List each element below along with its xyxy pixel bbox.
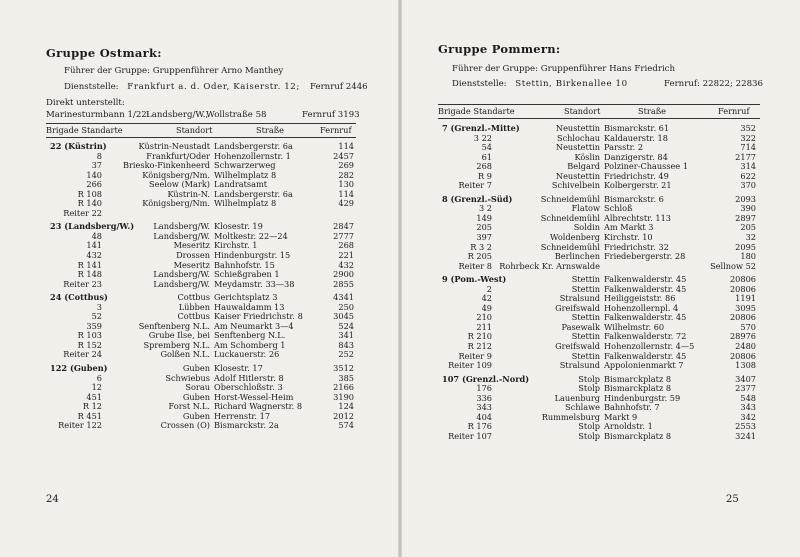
- cell-street: Bismarckstr. 2a: [214, 420, 279, 431]
- table-row: [438, 181, 760, 191]
- header-fernruf: Fernruf: [320, 125, 352, 135]
- cell-unit: 266: [86, 179, 102, 190]
- cell-street: Horst-Wessel-Heim: [214, 391, 294, 402]
- header-brigade: Brigade Standarte: [438, 106, 515, 116]
- cell-street: Falkenwalderstr. 45: [604, 283, 687, 294]
- cell-unit: 7 (Grenzl.-Mitte): [442, 123, 520, 133]
- cell-unit: 61: [481, 151, 492, 162]
- cell-place: Neustettin: [555, 142, 600, 153]
- cell-place: Küstrin-N.: [167, 188, 210, 199]
- cell-unit: 23 (Landsberg/W.): [50, 221, 135, 232]
- cell-unit: 42: [481, 293, 492, 304]
- cell-place: Flatow: [571, 203, 600, 214]
- office-line: [452, 79, 628, 89]
- cell-place: Stettin: [571, 350, 600, 361]
- cell-place: Köslin: [574, 151, 600, 162]
- cell-phone: 432: [338, 259, 354, 270]
- header-strasse: Straße: [256, 125, 285, 135]
- cell-phone: 341: [338, 330, 354, 341]
- cell-unit: 3: [96, 301, 102, 312]
- office-label: Dienststelle:: [64, 82, 119, 92]
- cell-phone: 4341: [333, 292, 354, 303]
- cell-place: Soldin: [573, 222, 600, 233]
- cell-unit: R 3 2: [470, 241, 492, 252]
- cell-place: Rummelsburg: [541, 411, 600, 422]
- cell-unit: R 152: [77, 339, 102, 350]
- cell-place: Stolp: [578, 430, 600, 441]
- right-page: [400, 0, 800, 557]
- cell-street: Markt 9: [604, 411, 638, 422]
- cell-unit: 49: [481, 302, 492, 313]
- cell-place: Sorau: [185, 382, 210, 393]
- cell-phone: 843: [338, 339, 354, 350]
- cell-phone: 205: [740, 222, 756, 233]
- cell-street: Falkenwalderstr. 45: [604, 312, 687, 323]
- cell-street: Kaiser Friedrichstr. 8: [214, 311, 303, 322]
- cell-unit: 397: [476, 232, 492, 243]
- cell-unit: R 205: [467, 251, 492, 262]
- cell-unit: Reiter 109: [448, 360, 492, 371]
- cell-unit: 343: [476, 402, 492, 413]
- cell-place: Stralsund: [559, 360, 600, 371]
- office-phone: Fernruf: 22822; 22836: [664, 79, 763, 89]
- cell-unit: 107 (Grenzl.-Nord): [442, 373, 530, 384]
- cell-place: Stettin: [571, 274, 600, 285]
- cell-phone: 124: [338, 401, 354, 412]
- cell-street: Bahnhofstr. 7: [604, 402, 660, 413]
- cell-phone: 548: [740, 392, 756, 403]
- cell-unit: R 212: [467, 341, 492, 352]
- cell-phone: 342: [740, 411, 756, 422]
- cell-phone: 352: [740, 123, 756, 133]
- cell-phone: 3095: [735, 302, 756, 313]
- cell-street: Hindenburgstr. 15: [214, 250, 291, 261]
- cell-phone: 2897: [735, 212, 756, 223]
- office-address: Stettin, Birkenallee 10: [515, 79, 628, 89]
- cell-street: Kolbergerstr. 21: [604, 180, 672, 191]
- cell-unit: 432: [86, 250, 102, 261]
- cell-place: Stolp: [578, 383, 600, 394]
- cell-place: Belgard: [567, 161, 600, 172]
- cell-street: Parsstr. 2: [604, 142, 644, 153]
- cell-street: Bismarckplatz 8: [604, 373, 672, 384]
- cell-street: Luckauerstr. 26: [214, 349, 280, 360]
- cell-street: Friedrichstr. 49: [604, 170, 669, 181]
- cell-phone: 2012: [333, 410, 354, 421]
- cell-place: Greifswald: [555, 341, 600, 352]
- cell-place: Stralsund: [559, 293, 600, 304]
- cell-place: Frankfurt/Oder: [146, 150, 210, 161]
- page-number: 25: [726, 494, 739, 505]
- cell-place: Briesko-Finkenheerd: [122, 160, 210, 171]
- cell-phone: 114: [338, 188, 354, 199]
- cell-street: Kaldauerstr. 18: [604, 132, 668, 143]
- cell-phone: 269: [338, 160, 354, 171]
- direct-unit: Marinesturmbann 1/22:: [46, 110, 150, 120]
- cell-place: Crossen (O): [160, 420, 210, 431]
- cell-phone: 20806: [729, 312, 756, 323]
- cell-street: Falkenwalderstr. 72: [604, 331, 687, 342]
- cell-unit: 176: [476, 383, 492, 394]
- page-number: 24: [46, 494, 59, 505]
- cell-street: Herrenstr. 17: [214, 410, 271, 421]
- header-standort: Standort: [176, 125, 213, 135]
- cell-place: Landsberg/W.: [153, 230, 210, 241]
- cell-unit: R 148: [77, 269, 102, 280]
- standarten-table: [438, 104, 760, 442]
- cell-phone: 570: [740, 321, 756, 332]
- cell-phone: 322: [740, 132, 756, 143]
- cell-unit: 3 22: [473, 132, 492, 143]
- cell-phone: 3512: [333, 363, 354, 374]
- cell-street: Kirchstr. 1: [214, 240, 258, 251]
- cell-unit: R 103: [77, 330, 102, 341]
- cell-unit: R 9: [478, 170, 492, 181]
- cell-unit: 359: [86, 320, 102, 331]
- cell-street: Am Schomberg 1: [214, 339, 286, 350]
- cell-unit: 336: [476, 392, 492, 403]
- cell-unit: Reiter 107: [448, 430, 492, 441]
- cell-unit: 205: [476, 222, 492, 233]
- cell-unit: R 12: [82, 401, 102, 412]
- cell-place: Landsberg/W.: [153, 269, 210, 280]
- cell-street: Hohenzollernpl. 4: [604, 302, 679, 313]
- cell-phone: 3190: [333, 391, 354, 402]
- office-line: [64, 82, 300, 92]
- cell-phone: 2095: [735, 241, 756, 252]
- cell-phone: 180: [740, 251, 756, 262]
- cell-unit: Reiter 8: [458, 260, 492, 271]
- cell-street: Wilhelmstr. 60: [604, 321, 665, 332]
- cell-street: Schloß: [604, 203, 633, 214]
- cell-unit: 12: [91, 382, 102, 393]
- cell-phone: 2847: [333, 221, 354, 232]
- cell-phone: 20806: [729, 274, 756, 285]
- cell-place: Königsberg/Nm.: [142, 169, 210, 180]
- cell-unit: Reiter 23: [63, 278, 102, 289]
- cell-place: Drossen: [176, 250, 210, 261]
- table-row: [46, 280, 356, 290]
- cell-phone: 343: [740, 402, 756, 413]
- cell-unit: Reiter 122: [58, 420, 102, 431]
- cell-place: Landsberg/W.: [153, 221, 210, 232]
- cell-phone: 390: [740, 203, 756, 214]
- table-row: [46, 209, 356, 219]
- cell-place: Meseritz: [173, 240, 210, 251]
- cell-street: Schießgraben 1: [214, 269, 280, 280]
- cell-unit: 52: [91, 311, 102, 322]
- office-phone: Fernruf 2446: [310, 82, 368, 92]
- cell-unit: 141: [86, 240, 102, 251]
- cell-street: Bismarckplatz 8: [604, 383, 672, 394]
- cell-phone: 314: [740, 161, 756, 172]
- cell-phone: 622: [740, 170, 756, 181]
- cell-phone: 28976: [729, 331, 756, 342]
- cell-street: Appolonienmarkt 7: [604, 360, 684, 371]
- cell-phone: 385: [338, 372, 354, 383]
- cell-place: Küstrin-Neustadt: [138, 141, 210, 151]
- group-title: Gruppe Pommern:: [438, 42, 561, 56]
- cell-phone: Sellnow 52: [710, 260, 756, 271]
- cell-unit: 22 (Küstrin): [50, 141, 107, 151]
- cell-street: Landratsamt: [214, 179, 268, 190]
- cell-unit: 8: [96, 150, 102, 161]
- cell-street: Landsbergerstr. 6a: [214, 141, 293, 151]
- cell-phone: 2177: [735, 151, 756, 162]
- cell-place: Schneidemühl: [540, 241, 600, 252]
- cell-place: Lübben: [178, 301, 210, 312]
- cell-unit: 122 (Guben): [50, 363, 108, 374]
- cell-place: Lauenburg: [554, 392, 600, 403]
- cell-place: Woldenberg: [549, 232, 600, 243]
- cell-street: Hindenburgstr. 59: [604, 392, 681, 403]
- cell-place: Stolp: [578, 373, 600, 384]
- cell-phone: 114: [338, 141, 354, 151]
- cell-place: Guben: [182, 410, 210, 421]
- cell-unit: 6: [96, 372, 102, 383]
- cell-street: Bismarckstr. 61: [604, 123, 670, 133]
- direct-label: Direkt unterstellt:: [46, 98, 125, 108]
- cell-phone: 714: [740, 142, 756, 153]
- cell-place: Berlinchen: [554, 251, 600, 262]
- cell-unit: 48: [91, 230, 102, 241]
- header-fernruf: Fernruf: [718, 106, 750, 116]
- cell-unit: 210: [476, 312, 492, 323]
- cell-unit: R 141: [77, 259, 102, 270]
- cell-place: Schneidemühl: [540, 193, 600, 204]
- cell-place: Forst N.L.: [168, 401, 210, 412]
- cell-street: Adolf Hitlerstr. 8: [214, 372, 284, 383]
- cell-street: Arnoldstr. 1: [604, 421, 653, 432]
- cell-place: Landsberg/W.: [153, 278, 210, 289]
- cell-street: Meydamstr. 33—38: [214, 278, 295, 289]
- office-label: Dienststelle:: [452, 79, 507, 89]
- cell-unit: Reiter 9: [458, 350, 492, 361]
- cell-street: Klosestr. 19: [214, 221, 263, 232]
- cell-unit: 268: [476, 161, 492, 172]
- cell-street: Bismarckstr. 6: [604, 193, 664, 204]
- cell-street: Hohenzollernstr. 4—5: [604, 341, 695, 352]
- cell-unit: Reiter 7: [458, 180, 492, 191]
- cell-unit: 404: [476, 411, 492, 422]
- cell-place: Stettin: [571, 283, 600, 294]
- cell-phone: 370: [740, 180, 756, 191]
- cell-place: Stolp: [578, 421, 600, 432]
- cell-street: Kirchstr. 10: [604, 232, 653, 243]
- cell-street: Landsbergerstr. 6a: [214, 188, 293, 199]
- cell-phone: 252: [338, 349, 354, 360]
- standarten-table: [46, 123, 356, 431]
- cell-unit: R 210: [467, 331, 492, 342]
- table-header: [46, 123, 356, 138]
- cell-place: Meseritz: [173, 259, 210, 270]
- table-row: [438, 432, 760, 442]
- cell-street: Albrechtstr. 113: [604, 212, 672, 223]
- cell-place: Spremberg N.L.: [143, 339, 210, 350]
- cell-street: Senftenberg N.L.: [214, 330, 286, 341]
- cell-street: Gerichtsplatz 3: [214, 292, 278, 303]
- cell-phone: 3407: [735, 373, 756, 384]
- cell-street: Schwarzerweg: [214, 160, 276, 171]
- group-title: Gruppe Ostmark:: [46, 46, 162, 60]
- cell-place: Neustettin: [555, 123, 600, 133]
- cell-place: Stettin: [571, 312, 600, 323]
- cell-street: Hohenzollernstr. 1: [214, 150, 291, 161]
- cell-phone: 2093: [735, 193, 756, 204]
- cell-place: Schwiebus: [165, 372, 210, 383]
- cell-place: Pasewalk: [561, 321, 600, 332]
- cell-unit: 2: [486, 283, 492, 294]
- cell-phone: 2457: [333, 150, 354, 161]
- cell-street: Am Markt 3: [604, 222, 654, 233]
- cell-phone: 32: [745, 232, 756, 243]
- cell-unit: Reiter 22: [63, 207, 102, 218]
- cell-place: Seelow (Mark): [149, 179, 210, 190]
- cell-phone: 2777: [333, 230, 354, 241]
- cell-place: Schlochau: [556, 132, 600, 143]
- cell-place: Guben: [182, 391, 210, 402]
- cell-place: Senftenberg N.L.: [138, 320, 210, 331]
- cell-unit: 37: [91, 160, 102, 171]
- cell-street: Oberschloßstr. 3: [214, 382, 283, 393]
- cell-street: Friedrichstr. 32: [604, 241, 669, 252]
- cell-street: Wilhelmplatz 8: [214, 198, 277, 209]
- cell-unit: R 140: [77, 198, 102, 209]
- cell-unit: 451: [86, 391, 102, 402]
- cell-place: Cottbus: [177, 311, 210, 322]
- table-row: [46, 350, 356, 360]
- cell-street: Heiliggeiststr. 86: [604, 293, 676, 304]
- cell-street: Moltkestr. 22—24: [214, 230, 288, 241]
- header-strasse: Straße: [638, 106, 667, 116]
- cell-place: Greifswald: [555, 302, 600, 313]
- cell-phone: 2900: [333, 269, 354, 280]
- direct-street: Wollstraße 58: [206, 110, 267, 120]
- cell-phone: 3045: [333, 311, 354, 322]
- cell-phone: 2855: [333, 278, 354, 289]
- leader-line: Führer der Gruppe: Gruppenführer Hans Friedrich: [452, 64, 676, 74]
- office-address: Frankfurt a. d. Oder, Kaiserstr. 12;: [127, 82, 300, 92]
- cell-street: Polziner-Chaussee 1: [604, 161, 689, 172]
- cell-phone: 20806: [729, 350, 756, 361]
- cell-unit: 24 (Cottbus): [50, 292, 108, 303]
- table-body: [46, 138, 356, 431]
- table-row: [438, 361, 760, 371]
- cell-phone: 574: [338, 420, 354, 431]
- cell-place: Königsberg/Nm.: [142, 198, 210, 209]
- cell-unit: R 176: [467, 421, 492, 432]
- cell-street: Friedebergerstr. 28: [604, 251, 686, 262]
- cell-place: Schlawe: [565, 402, 600, 413]
- cell-phone: 524: [338, 320, 354, 331]
- table-body: [438, 119, 760, 442]
- direct-place: Landsberg/W.,: [146, 110, 209, 120]
- cell-place: Guben: [182, 363, 210, 374]
- cell-unit: 3 2: [478, 203, 492, 214]
- cell-street: Klosestr. 17: [214, 363, 263, 374]
- cell-phone: 3241: [735, 430, 756, 441]
- cell-street: Richard Wagnerstr. 8: [214, 401, 303, 412]
- cell-unit: 149: [476, 212, 492, 223]
- cell-phone: 282: [338, 169, 354, 180]
- cell-street: Bahnhofstr. 15: [214, 259, 275, 270]
- cell-street: Bismarckplatz 8: [604, 430, 672, 441]
- cell-phone: 2166: [333, 382, 354, 393]
- cell-phone: 221: [338, 250, 354, 261]
- header-brigade: Brigade Standarte: [46, 125, 123, 135]
- cell-phone: 2377: [735, 383, 756, 394]
- cell-street: Falkenwalderstr. 45: [604, 350, 687, 361]
- cell-unit: Reiter 24: [63, 349, 102, 360]
- cell-phone: 1308: [735, 360, 756, 371]
- cell-unit: R 108: [77, 188, 102, 199]
- cell-unit: 54: [481, 142, 492, 153]
- cell-street: Hauwaldamm 13: [214, 301, 285, 312]
- cell-street: Wilhelmplatz 8: [214, 169, 277, 180]
- cell-street: Falkenwalderstr. 45: [604, 274, 687, 285]
- cell-phone: 429: [338, 198, 354, 209]
- cell-place: Cottbus: [177, 292, 210, 303]
- cell-phone: 1191: [735, 293, 756, 304]
- table-row: [46, 421, 356, 431]
- cell-unit: 140: [86, 169, 102, 180]
- cell-phone: 2480: [735, 341, 756, 352]
- cell-unit: 8 (Grenzl.-Süd): [442, 193, 513, 204]
- cell-unit: R 451: [77, 410, 102, 421]
- header-standort: Standort: [564, 106, 601, 116]
- cell-street: Danzigerstr. 84: [604, 151, 668, 162]
- cell-street: Am Neumarkt 3—4: [214, 320, 294, 331]
- leader-line: Führer der Gruppe: Gruppenführer Arno Manthey: [64, 66, 284, 76]
- cell-place: Schneidemühl: [540, 212, 600, 223]
- cell-unit: 211: [476, 321, 492, 332]
- direct-phone: Fernruf 3193: [302, 110, 360, 120]
- cell-unit: 9 (Pom.-West): [442, 274, 507, 285]
- cell-phone: 2553: [735, 421, 756, 432]
- table-header: [438, 104, 760, 119]
- cell-phone: 130: [338, 179, 354, 190]
- cell-place: Rohrbeck Kr. Arnswalde: [499, 260, 600, 271]
- cell-phone: 20806: [729, 283, 756, 294]
- cell-place: Stettin: [571, 331, 600, 342]
- cell-place: Grube Ilse, bei: [148, 330, 210, 341]
- cell-phone: 250: [338, 301, 354, 312]
- cell-phone: 268: [338, 240, 354, 251]
- cell-place: Neustettin: [555, 170, 600, 181]
- cell-place: Schivelbein: [551, 180, 600, 191]
- cell-place: Golßen N.L.: [160, 349, 210, 360]
- table-row: [438, 262, 760, 272]
